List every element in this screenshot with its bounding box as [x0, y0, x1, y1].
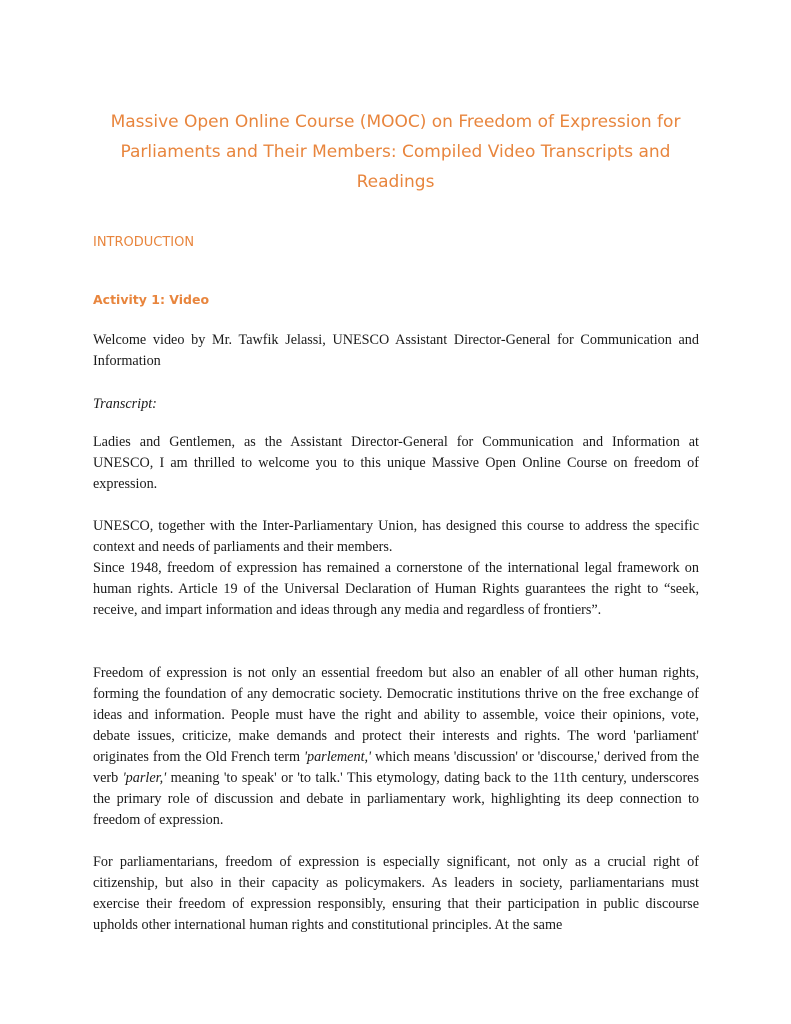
welcome-line: Welcome video by Mr. Tawfik Jelassi, UNESCO Assistant Director-General for Communication and Information	[93, 332, 699, 369]
paragraph-since-1948-text: Since 1948, freedom of expression has remained a cornerstone of the international legal framework on human rights. Article 19 of the Universal Declaration of Human Rights guarantees the right to “seek, receive, and impart information and ideas through any media and regardless of frontiers”.	[93, 560, 699, 618]
paragraph-parliamentarians: For parliamentarians, freedom of expression is especially significant, not only as a crucial right of citizenship, but also in their capacity as policymakers. As leaders in society, parliamentarians must exercise their freedom of expression responsibly, ensuring that their participation in public discourse upholds other international human rights and constitutional principles. At the same	[93, 854, 699, 933]
paragraph-course-design	[93, 516, 699, 621]
paragraph-3-part-b: which means 'discussion' or 'discourse,' derived from the verb	[93, 749, 699, 786]
paragraph-course-design-text: UNESCO, together with the Inter-Parliamentary Union, has designed this course to address the specific context and needs of parliaments and their members.	[93, 518, 699, 555]
paragraph-3-part-a: Freedom of expression is not only an essential freedom but also an enabler of all other human rights, forming the foundation of any democratic society. Democratic institutions thrive on the free exchange of ideas and information. People must have the right and ability to assemble, voice their opinions, vote, debate issues, criticize, make demands and protect their interests and rights. The word 'parliament' originates from the Old French term	[93, 665, 699, 765]
paragraph-welcome: Ladies and Gentlemen, as the Assistant Director-General for Communication and Information at UNESCO, I am thrilled to welcome you to this unique Massive Open Online Course on freedom of expression.	[93, 434, 699, 492]
paragraph-freedom-of-expression	[93, 663, 699, 831]
paragraph-3-part-c: meaning 'to speak' or 'to talk.' This etymology, dating back to the 11th century, underscores the primary role of discussion and debate in parliamentary work, highlighting its deep connection to freedom of expression.	[93, 770, 699, 828]
transcript-label: Transcript:	[93, 396, 157, 412]
document-title: Massive Open Online Course (MOOC) on Freedom of Expression for Parliaments and Their Members: Compiled Video Transcripts and Readings	[110, 112, 681, 192]
activity-heading: Activity 1: Video	[93, 292, 210, 307]
term-parlement: 'parlement,'	[303, 749, 372, 765]
term-parler: 'parler,'	[122, 770, 167, 786]
section-heading: INTRODUCTION	[93, 235, 195, 250]
